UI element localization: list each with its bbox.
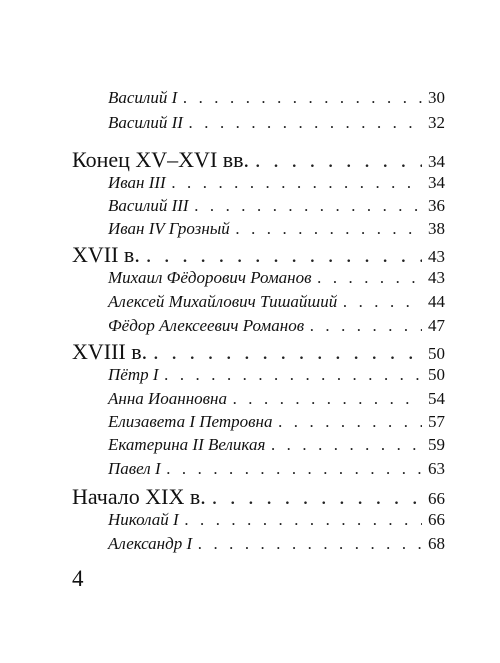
toc-entry	[108, 459, 445, 479]
toc-entry-title: Василий II	[108, 113, 183, 132]
dot-leader	[271, 435, 422, 455]
toc-entry	[108, 435, 445, 455]
dot-leader	[310, 316, 422, 336]
toc-entry-title: Алексей Михайлович Тишайший	[108, 292, 338, 311]
toc-entry-page: 44	[428, 292, 445, 311]
toc-entry-title: Пётр I	[108, 365, 159, 384]
toc-entry-page: 43	[428, 268, 445, 287]
toc-entry-page: 59	[428, 435, 445, 454]
toc-entry-page: 66	[428, 510, 445, 529]
dot-leader	[198, 534, 422, 554]
dot-leader	[255, 147, 422, 173]
toc-entry-title: Александр I	[108, 534, 193, 553]
dot-leader	[167, 459, 422, 479]
dot-leader	[146, 242, 422, 268]
toc-entry-page: 30	[428, 88, 445, 107]
toc-section-heading	[72, 484, 445, 510]
toc-entry-title: Иван III	[108, 173, 166, 192]
toc-entry-title: Василий III	[108, 196, 189, 215]
toc-entry	[108, 389, 445, 409]
toc-entry-page: 66	[428, 489, 445, 508]
toc-entry	[108, 219, 445, 239]
toc-entry	[108, 173, 445, 193]
toc-entry	[108, 88, 445, 108]
toc-entry-page: 57	[428, 412, 445, 431]
toc-section-title: Конец XV–XVI вв.	[72, 147, 250, 172]
toc-entry-page: 43	[428, 247, 445, 266]
toc-entry-page: 63	[428, 459, 445, 478]
toc-entry-title: Николай I	[108, 510, 179, 529]
dot-leader	[343, 292, 422, 312]
toc-entry-page: 34	[428, 173, 445, 192]
toc-section-title: XVIII в.	[72, 339, 148, 364]
dot-leader	[278, 412, 422, 432]
toc-entry-title: Екатерина II Великая	[108, 435, 266, 454]
toc-entry-title: Михаил Фёдорович Романов	[108, 268, 312, 287]
toc-entry	[108, 292, 445, 312]
toc-entry-page: 54	[428, 389, 445, 408]
dot-leader	[236, 219, 422, 239]
toc-entry-page: 47	[428, 316, 445, 335]
toc-entry-title: Анна Иоанновна	[108, 389, 227, 408]
toc-entry-page: 50	[428, 344, 445, 363]
toc-entry	[108, 510, 445, 530]
toc-section-heading	[72, 339, 445, 365]
dot-leader	[172, 173, 422, 193]
toc-entry	[108, 196, 445, 216]
toc-entry-title: Иван IV Грозный	[108, 219, 230, 238]
dot-leader	[233, 389, 422, 409]
toc-entry-title: Фёдор Алексеевич Романов	[108, 316, 305, 335]
page-number: 4	[72, 566, 84, 591]
toc-section-title: XVII в.	[72, 242, 140, 267]
dot-leader	[165, 365, 422, 385]
toc-entry	[108, 268, 445, 288]
toc-entry-title: Елизавета I Петровна	[108, 412, 273, 431]
toc-entry-page: 50	[428, 365, 445, 384]
toc-entry	[108, 113, 445, 133]
toc-entry	[108, 316, 445, 336]
dot-leader	[189, 113, 422, 133]
dot-leader	[318, 268, 423, 288]
toc-section-title: Начало XIX в.	[72, 484, 206, 509]
toc-entry-title: Василий I	[108, 88, 178, 107]
toc-entry	[108, 365, 445, 385]
dot-leader	[195, 196, 422, 216]
toc-section-heading	[72, 242, 445, 268]
toc-entry	[108, 412, 445, 432]
toc-entry-page: 32	[428, 113, 445, 132]
dot-leader	[212, 484, 422, 510]
toc-entry-page: 34	[428, 152, 445, 171]
toc-entry-page: 68	[428, 534, 445, 553]
toc-section-heading	[72, 147, 445, 173]
toc-entry-title: Павел I	[108, 459, 161, 478]
toc-entry	[108, 534, 445, 554]
toc-entry-page: 38	[428, 219, 445, 238]
dot-leader	[153, 339, 422, 365]
dot-leader	[185, 510, 422, 530]
dot-leader	[183, 88, 422, 108]
toc-entry-page: 36	[428, 196, 445, 215]
